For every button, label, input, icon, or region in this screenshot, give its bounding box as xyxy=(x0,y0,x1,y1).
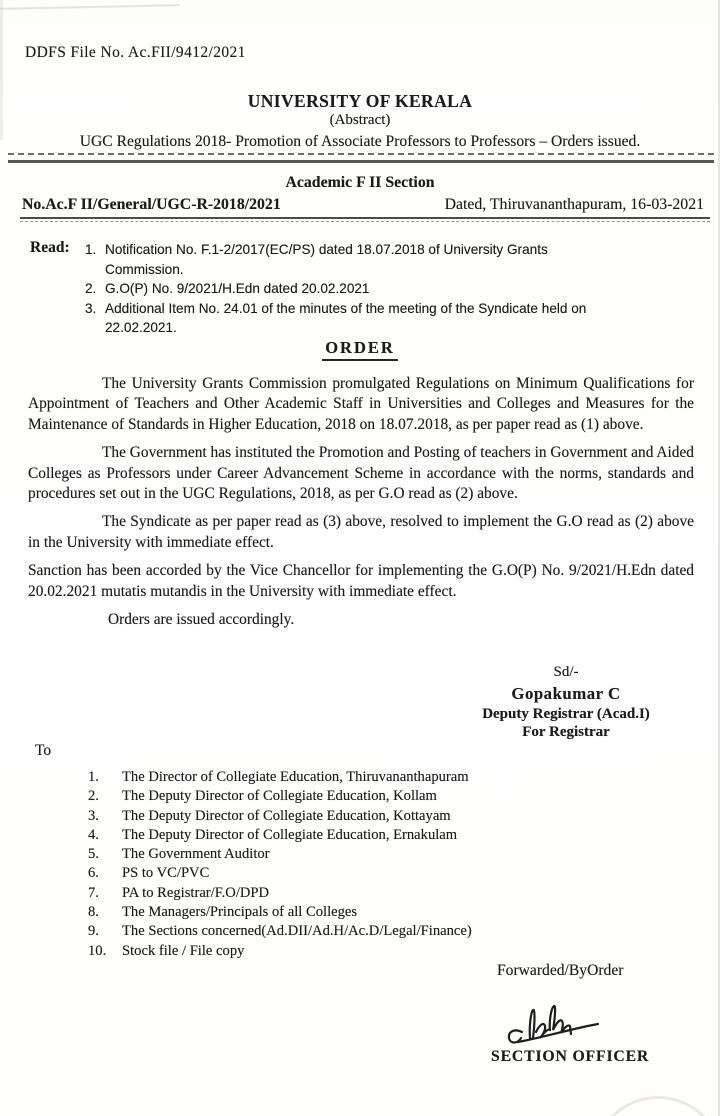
list-item-text: Stock file / File copy xyxy=(122,942,245,959)
list-item xyxy=(88,942,608,961)
handwritten-signature-icon xyxy=(500,998,640,1050)
list-item xyxy=(88,903,608,922)
list-item-text: The Director of Collegiate Education, Thiruvananthapuram xyxy=(122,769,469,785)
faint-seal-stamp xyxy=(592,1096,720,1116)
list-item xyxy=(88,845,608,864)
signatory-designation: Deputy Registrar (Acad.I) xyxy=(482,706,650,722)
paragraph: The University Grants Commission promulgated Regulations on Minimum Qualifications for Appointment of Teachers and Other Academic Staff in Universities and Colleges and Measures for the Maintenance of Standards in Higher Education, 2018 on 18.07.2018, as per paper read as (1) above. xyxy=(28,375,694,433)
list-item xyxy=(88,826,608,845)
reference-row xyxy=(22,196,704,214)
paragraph: The Government has instituted the Promotion and Posting of teachers in Government and Aided Colleges as Professors under Career Advancement Scheme in accordance with the norms, standards and procedures set out in the UGC Regulations, 2018, as per G.O read as (2) above. xyxy=(28,444,694,503)
list-item-number: 4. xyxy=(88,826,99,843)
list-item-text: The Managers/Principals of all Colleges xyxy=(122,904,358,921)
list-item xyxy=(88,768,608,787)
read-item xyxy=(85,279,630,299)
paragraph: Orders are issued accordingly. xyxy=(108,611,295,629)
reference-number: No.Ac.F II/General/UGC-R-2018/2021 xyxy=(22,196,281,213)
list-item-text: The Deputy Director of Collegiate Education, Kollam xyxy=(122,788,437,805)
read-item xyxy=(85,299,630,338)
read-item xyxy=(85,240,630,279)
list-item-text: The Deputy Director of Collegiate Education, Ernakulam xyxy=(122,826,458,843)
list-item-number: 1. xyxy=(88,769,99,785)
list-item-number: 8. xyxy=(88,904,99,921)
distribution-list xyxy=(88,768,608,961)
list-item-number: 9. xyxy=(88,923,99,940)
section-name: Academic F II Section xyxy=(285,174,435,191)
paragraph: The Syndicate as per paper read as (3) above, resolved to implement the G.O read as (2) above in the University with immediate effect. xyxy=(28,513,694,551)
read-item-text: Notification No. F.1-2/2017(EC/PS) dated 18.07.2018 of University Grants Commission. xyxy=(105,242,548,277)
signature-block xyxy=(450,664,682,741)
list-item xyxy=(88,787,608,806)
read-item-text: Additional Item No. 24.01 of the minutes of the meeting of the Syndicate held on 22.02.2021. xyxy=(105,300,587,336)
read-item-number: 1. xyxy=(85,242,97,257)
list-item xyxy=(88,864,608,883)
to-label: To xyxy=(35,742,52,759)
abstract-label: (Abstract) xyxy=(329,112,391,128)
forwarded-by-order: Forwarded/ByOrder xyxy=(497,962,624,979)
list-item-number: 3. xyxy=(88,807,99,824)
subject-line: UGC Regulations 2018- Promotion of Associate Professors to Professors – Orders issued. xyxy=(79,133,641,150)
paragraph: Sanction has been accorded by the Vice Chancellor for implementing the G.O(P) No. 9/2021/H.Edn dated 20.02.2021 mutatis mutandis in the University with immediate effect. xyxy=(28,562,694,600)
read-item-text: G.O(P) No. 9/2021/H.Edn dated 20.02.2021 xyxy=(105,281,370,297)
signatory-name: Gopakumar C xyxy=(511,684,621,703)
list-item-text: PS to VC/PVC xyxy=(122,865,210,882)
list-item-number: 5. xyxy=(88,846,99,863)
read-label: Read: xyxy=(30,239,70,256)
section-officer-label: SECTION OFFICER xyxy=(491,1048,650,1065)
list-item-number: 10. xyxy=(88,942,107,959)
order-body xyxy=(28,374,694,638)
file-number: DDFS File No. Ac.FII/9412/2021 xyxy=(25,44,246,61)
order-heading-wrap xyxy=(0,338,720,361)
list-item-text: The Government Auditor xyxy=(122,846,270,863)
order-heading: ORDER xyxy=(322,338,398,361)
list-item-number: 2. xyxy=(88,788,99,805)
date-line: Dated, Thiruvananthapuram, 16-03-2021 xyxy=(444,196,704,213)
document-title: UNIVERSITY OF KERALA xyxy=(247,91,473,111)
divider-rule-reference xyxy=(20,217,710,222)
read-items xyxy=(85,240,630,338)
list-item-number: 7. xyxy=(88,884,99,901)
list-item-text: PA to Registrar/F.O/DPD xyxy=(122,884,270,901)
list-item-text: The Sections concerned(Ad.DII/Ad.H/Ac.D/Legal/Finance) xyxy=(122,923,472,940)
list-item-text: The Deputy Director of Collegiate Education, Kottayam xyxy=(122,807,451,824)
sd-notation: Sd/- xyxy=(553,664,579,680)
read-item-number: 3. xyxy=(85,300,97,316)
divider-rule-top xyxy=(8,153,714,163)
signatory-capacity: For Registrar xyxy=(522,724,610,740)
read-item-number: 2. xyxy=(85,281,97,297)
list-item xyxy=(88,922,608,941)
list-item xyxy=(88,807,608,826)
list-item xyxy=(88,884,608,903)
list-item-number: 6. xyxy=(88,865,99,882)
scan-artifact-top xyxy=(0,4,180,10)
